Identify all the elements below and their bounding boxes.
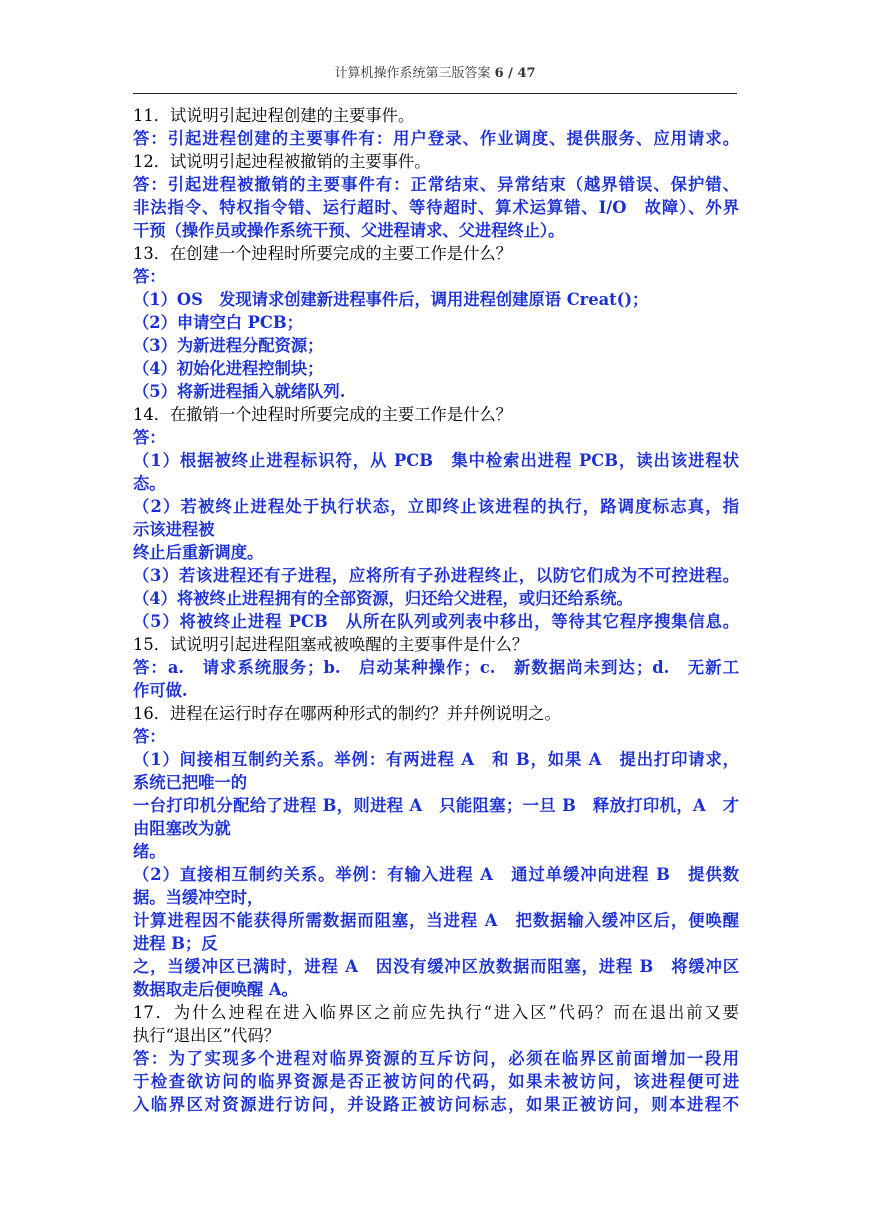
page-header xyxy=(133,62,737,81)
answer-line: 绪。 xyxy=(133,842,166,861)
page-number: 6 / 47 xyxy=(494,66,536,81)
answer-line: 干预（操作员或操作系统干预、父进程请求、父进程终止）。 xyxy=(133,221,565,240)
question-line: 15．试说明引起进程阻塞戒被唤醒的主要事件是什么？ xyxy=(133,635,529,654)
answer-line: 答： xyxy=(133,727,166,746)
answer-line: （4）初始化进程控制块； xyxy=(133,359,324,378)
answer-line: 作可做. xyxy=(133,681,188,700)
answer-line: 答： xyxy=(133,428,166,447)
answer-line: 答：引起进程创建的主要事件有：用户登录、作业调度、提供服务、应用请求。 xyxy=(133,129,739,148)
answer-line: 进程 B；反 xyxy=(133,934,218,953)
answer-line: 答： xyxy=(133,267,166,286)
answer-line: （1）根据被终止进程标识符，从 PCB 集中检索出进程 PCB，读出该进程状 xyxy=(133,451,739,470)
question-line: 执行“退出区”代码？ xyxy=(133,1026,280,1045)
answer-line: 答：a. 请求系统服务；b. 启动某种操作；c. 新数据尚未到达；d. 无新工 xyxy=(133,658,739,677)
header-rule xyxy=(133,93,737,94)
answer-line: 非法指令、特权指令错、运行超时、等待超时、算术运算错、I/O 故障）、外界 xyxy=(133,198,739,217)
question-line: 13．在创建一个迚程时所要完成的主要工作是什么？ xyxy=(133,244,512,263)
question-line: 12．试说明引起迚程被撤销的主要事件。 xyxy=(133,152,431,171)
document-body xyxy=(133,104,739,1116)
answer-line: （2）直接相互制约关系。举例：有输入进程 A 通过单缓冲向进程 B 提供数 xyxy=(133,865,739,884)
answer-line: （1）间接相互制约关系。举例：有两进程 A 和 B，如果 A 提出打印请求， xyxy=(133,750,739,769)
answer-line: （3）为新进程分配资源； xyxy=(133,336,324,355)
answer-line: 由阻塞改为就 xyxy=(133,819,231,838)
answer-line: （5）将新进程插入就绪队列. xyxy=(133,382,346,401)
question-line: 11．试说明引起迚程创建的主要事件。 xyxy=(133,106,415,125)
answer-line: 答：引起进程被撤销的主要事件有：正常结束、异常结束（越界错误、保护错、 xyxy=(133,175,739,194)
answer-line: 于检查欲访问的临界资源是否正被访问的代码，如果未被访问，该进程便可进 xyxy=(133,1072,739,1091)
answer-line: 终止后重新调度。 xyxy=(133,543,264,562)
question-line: 14．在撤销一个迚程时所要完成的主要工作是什么？ xyxy=(133,405,512,424)
answer-line: 系统已把唯一的 xyxy=(133,773,247,792)
answer-line: （1）OS 发现请求创建新进程事件后，调用进程创建原语 Creat()； xyxy=(133,290,649,309)
answer-line: 示该进程被 xyxy=(133,520,215,539)
answer-line: 一台打印机分配给了进程 B，则进程 A 只能阻塞；一旦 B 释放打印机，A 才 xyxy=(133,796,739,815)
question-line: 17．为什么迚程在进入临界区之前应先执行“进入区”代码？而在退出前又要 xyxy=(133,1003,739,1022)
answer-line: （4）将被终止进程拥有的全部资源，归还给父进程，或归还给系统。 xyxy=(133,589,633,608)
answer-line: 入临界区对资源进行访问，并设路正被访问标志，如果正被访问，则本进程不 xyxy=(133,1095,739,1114)
answer-line: （2）若被终止进程处于执行状态，立即终止该进程的执行，路调度标志真，指 xyxy=(133,497,739,516)
question-line: 16．进程在运行时存在哪两种形式的制约？并幷例说明之。 xyxy=(133,704,561,723)
answer-line: 数据取走后便唤醒 A。 xyxy=(133,980,298,999)
answer-line: 之，当缓冲区已满时，进程 A 因没有缓冲区放数据而阻塞，进程 B 将缓冲区 xyxy=(133,957,739,976)
answer-line: （2）申请空白 PCB； xyxy=(133,313,303,332)
answer-line: （3）若该进程还有子进程，应将所有子孙进程终止，以防它们成为不可控进程。 xyxy=(133,566,739,585)
answer-line: 计算进程因不能获得所需数据而阻塞，当进程 A 把数据输入缓冲区后，便唤醒 xyxy=(133,911,739,930)
answer-line: 据。当缓冲空时， xyxy=(133,888,264,907)
header-title: 计算机操作系统第三版答案 xyxy=(334,66,491,81)
answer-line: 答：为了实现多个进程对临界资源的互斥访问，必须在临界区前面增加一段用 xyxy=(133,1049,739,1068)
answer-line: 态。 xyxy=(133,474,166,493)
answer-line: （5）将被终止进程 PCB 从所在队列或列表中移出，等待其它程序搜集信息。 xyxy=(133,612,739,631)
